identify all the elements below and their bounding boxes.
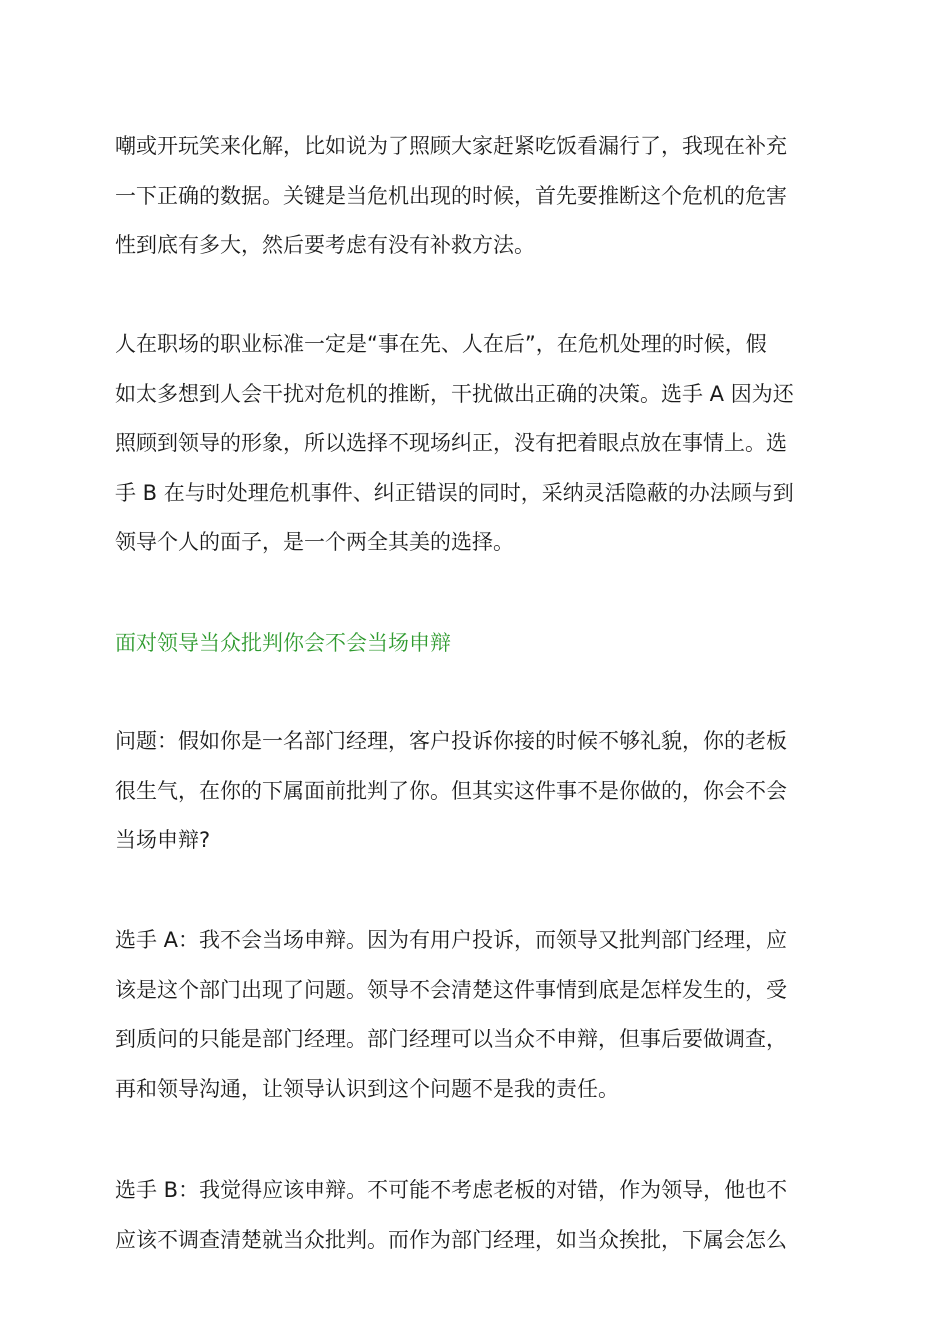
text-line: 该是这个部门出现了问题。领导不会清楚这件事情到底是怎样发生的，受 xyxy=(115,977,787,1002)
text-line: 领导个人的面子，是一个两全其美的选择。 xyxy=(115,530,514,554)
text-line: 手 B 在与时处理危机事件、纠正错误的同时，采纳灵活隐蔽的办法顾与到 xyxy=(115,480,794,505)
text-line: 嘲或开玩笑来化解，比如说为了照顾大家赶紧吃饭看漏行了，我现在补充 xyxy=(115,134,787,158)
paragraph-contestant-a xyxy=(115,916,840,1114)
paragraph-question xyxy=(115,717,840,866)
text-line: 选手 B：我觉得应该申辩。不可能不考虑老板的对错，作为领导，他也不 xyxy=(115,1178,788,1202)
text-line: 到质问的只能是部门经理。部门经理可以当众不申辩，但事后要做调查， xyxy=(115,1027,787,1051)
text-line: 一下正确的数据。关键是当危机出现的时候，首先要推断这个危机的危害 xyxy=(115,183,787,208)
text-line: 很生气，在你的下属面前批判了你。但其实这件事不是你做的，你会不会 xyxy=(115,778,787,803)
text-line: 当场申辩? xyxy=(115,828,211,852)
text-line: 照顾到领导的形象，所以选择不现场纠正，没有把着眼点放在事情上。选 xyxy=(115,431,787,455)
text-line: 人在职场的职业标准一定是“事在先、人在后”，在危机处理的时候，假 xyxy=(115,332,767,356)
text-line: 再和领导沟通，让领导认识到这个问题不是我的责任。 xyxy=(115,1076,619,1101)
text-line: 选手 A：我不会当场申辩。因为有用户投诉，而领导又批判部门经理，应 xyxy=(115,928,788,952)
paragraph-workplace-standard xyxy=(115,320,840,568)
text-line: 性到底有多大，然后要考虑有没有补救方法。 xyxy=(115,233,535,257)
text-line: 应该不调查清楚就当众批判。而作为部门经理，如当众挨批，下属会怎么 xyxy=(115,1227,787,1252)
paragraph-contestant-b xyxy=(115,1166,840,1265)
paragraph-crisis-handling xyxy=(115,122,840,271)
text-line: 如太多想到人会干扰对危机的推断，干扰做出正确的决策。选手 A 因为还 xyxy=(115,381,794,406)
section-heading: 面对领导当众批判你会不会当场申辩 xyxy=(115,631,451,655)
text-line: 问题：假如你是一名部门经理，客户投诉你接的时候不够礼貌，你的老板 xyxy=(115,729,787,753)
